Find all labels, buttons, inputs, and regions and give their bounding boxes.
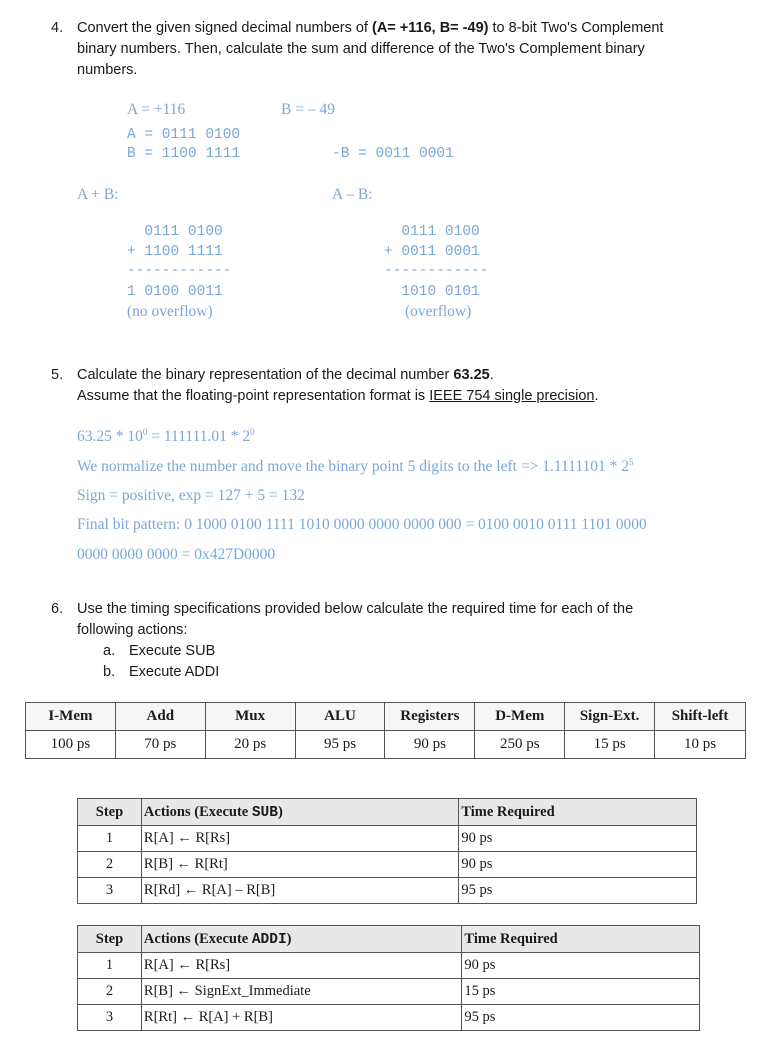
step-action: R[A] ← R[Rs]	[141, 953, 462, 979]
ieee-754-link[interactable]: IEEE 754 single precision	[429, 388, 595, 404]
timing-spec-value-row	[26, 731, 746, 759]
step-action: R[Rt] ← R[A] + R[B]	[141, 1005, 462, 1031]
step-header: Step	[78, 799, 142, 826]
sum-rule: ------------	[127, 263, 232, 279]
step-action: R[B] ← SignExt_Immediate	[141, 979, 462, 1005]
difference-label: A – B:	[332, 186, 373, 203]
b-decimal: B = – 49	[281, 101, 335, 118]
q6-item-a-marker: a.	[103, 643, 116, 659]
step-number: 3	[78, 878, 142, 904]
a-binary: A = 0111 0100	[127, 127, 241, 143]
step-number: 1	[78, 953, 142, 979]
sub-steps-table	[77, 798, 697, 904]
spec-value: 15 ps	[565, 731, 655, 759]
spec-header: Add	[115, 703, 205, 731]
q6-number: 6.	[51, 601, 64, 617]
step-number: 2	[78, 979, 142, 1005]
step-number: 2	[78, 852, 142, 878]
actions-header: Actions (Execute SUB)	[141, 799, 458, 826]
q4-number: 4.	[51, 20, 64, 36]
timing-spec-header-row	[26, 703, 746, 731]
step-time: 15 ps	[462, 979, 700, 1005]
spec-value: 10 ps	[655, 731, 746, 759]
q5-answer-line-4: Final bit pattern: 0 1000 0100 1111 1010 0000 0000 0000 000 = 0100 0010 0111 1101 0000	[77, 516, 647, 533]
spec-header: Mux	[205, 703, 295, 731]
spec-header: Sign-Ext.	[565, 703, 655, 731]
spec-value: 20 ps	[205, 731, 295, 759]
step-header: Step	[78, 926, 142, 953]
step-time: 90 ps	[462, 953, 700, 979]
diff-result: 1010 0101	[384, 284, 480, 300]
step-action: R[B] ← R[Rt]	[141, 852, 458, 878]
addi-steps-table	[77, 925, 700, 1031]
spec-value: 95 ps	[295, 731, 385, 759]
step-action: R[A] ← R[Rs]	[141, 826, 458, 852]
diff-rule: ------------	[384, 263, 489, 279]
spec-header: ALU	[295, 703, 385, 731]
q6-item-a: Execute SUB	[129, 643, 216, 659]
step-number: 1	[78, 826, 142, 852]
time-header: Time Required	[459, 799, 697, 826]
sum-note: (no overflow)	[127, 303, 213, 320]
table-row	[78, 953, 700, 979]
q6-text: Use the timing specifications provided below calculate the required time for each of the following actions:	[77, 601, 634, 638]
q6-item-b: Execute ADDI	[129, 664, 220, 680]
spec-header: D-Mem	[475, 703, 565, 731]
b-binary: B = 1100 1111	[127, 146, 241, 162]
spec-header: I-Mem	[26, 703, 116, 731]
sum-label: A + B:	[77, 186, 119, 203]
step-time: 95 ps	[462, 1005, 700, 1031]
spec-value: 250 ps	[475, 731, 565, 759]
step-time: 90 ps	[459, 826, 697, 852]
table-row	[78, 1005, 700, 1031]
q5-text: Calculate the binary representation of the decimal number 63.25. Assume that the floating-point representation format is IEEE 754 single precision.	[77, 367, 599, 404]
step-time: 90 ps	[459, 852, 697, 878]
q4-text: Convert the given signed decimal numbers of (A= +116, B= -49) to 8-bit Two's Complement binary numbers. Then, calculate the sum and difference of the Two's Complement binary numbers.	[77, 20, 664, 78]
a-decimal: A = +116	[127, 101, 186, 118]
step-action: R[Rd] ← R[A] – R[B]	[141, 878, 458, 904]
neg-b-binary: -B = 0011 0001	[332, 146, 454, 162]
table-row	[78, 852, 697, 878]
diff-operand-2: + 0011 0001	[384, 244, 480, 260]
table-row	[78, 878, 697, 904]
q5-answer-line-1: $63.25 * 10^0 = 111111.01 * 2^0$	[77, 426, 255, 445]
q5-answer-line-3: Sign = positive, exp = 127 + 5 = 132	[77, 487, 305, 504]
spec-value: 70 ps	[115, 731, 205, 759]
timing-spec-table	[25, 702, 746, 759]
sub-table-header	[78, 799, 697, 826]
sum-operand-1: 0111 0100	[127, 224, 223, 240]
spec-header: Registers	[385, 703, 475, 731]
table-row	[78, 826, 697, 852]
spec-header: Shift-left	[655, 703, 746, 731]
actions-header: Actions (Execute ADDI)	[141, 926, 462, 953]
table-row	[78, 979, 700, 1005]
q5-answer-line-2: We normalize the number and move the binary point 5 digits to the left => $1.1111101 * 2^5$	[77, 456, 634, 475]
step-number: 3	[78, 1005, 142, 1031]
q5-answer-line-5: 0000 0000 0000 = 0x427D0000	[77, 546, 276, 563]
spec-value: 90 ps	[385, 731, 475, 759]
sum-operand-2: + 1100 1111	[127, 244, 223, 260]
addi-table-header	[78, 926, 700, 953]
q6-item-b-marker: b.	[103, 664, 116, 680]
time-header: Time Required	[462, 926, 700, 953]
sum-result: 1 0100 0011	[127, 284, 223, 300]
q5-decimal-value: 63.25	[453, 367, 490, 383]
spec-value: 100 ps	[26, 731, 116, 759]
step-time: 95 ps	[459, 878, 697, 904]
diff-note: (overflow)	[405, 303, 472, 320]
q5-number: 5.	[51, 367, 64, 383]
q4-values: (A= +116, B= -49)	[372, 20, 489, 36]
diff-operand-1: 0111 0100	[384, 224, 480, 240]
